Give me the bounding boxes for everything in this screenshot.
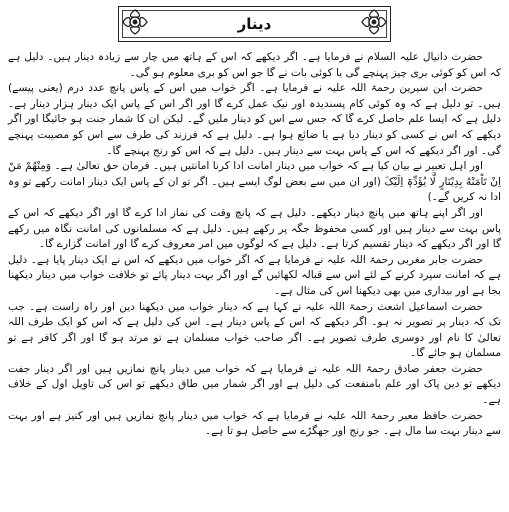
paragraph: حضرت ابن سیرین رحمۃ اللہ علیہ نے فرمایا ہے۔ اگر خواب میں اس کے پاس پانچ عدد درم (یعنی پیسے) ہیں۔ تو دلیل ہے کہ وہ کوئی کام پسندیدہ اور نیک عمل کرے گا اور اگر اس کے پاس ایک دینار ہزار دینار ہے۔ دلیل ہے کہ ایسا علم حاصل کرے گا کہ جس سے اس کو دینار ملیں گے۔ لیکن ان کا شمار جنت ہو جائیگا اور اگر دیکھے کہ اس نے کسی کو دینار دیا ہے یا ضائع ہوا ہے۔ دلیل ہے کہ فرزند کی طرف سے اس کو مصیبت پہنچے گی۔ اور اگر دیکھے کہ اس کے پاس بہت سے دینار ہیں۔ دلیل ہے کہ اس کو رنج پہنچے گا۔ xyxy=(8,82,501,157)
paragraph: حضرت حافظ معبر رحمۃ اللہ علیہ نے فرمایا ہے کہ خواب میں دینار پانچ نمازیں ہیں اور کنیز ہے اور بہت سے دینار بہت سا مال ہے۔ جو رنج اور جھگڑے سے حاصل ہو تا ہے۔ xyxy=(8,409,501,438)
title-frame xyxy=(118,6,391,42)
paragraph: حضرت دانیال علیہ السلام نے فرمایا ہے۔ اگر دیکھے کہ اس کے ہاتھ میں چار سے زیادہ دینار ہیں۔ دلیل ہے کہ اس کو کوئی بری چیز پہنچے گی یا کوئی بات نے گا جو اس کو بری معلوم ہو گی۔ xyxy=(8,51,501,79)
paragraph: اور اہل تعبیر نے بیان کیا ہے کہ خواب میں دینار امانت ادا کرنا امانتیں ہیں۔ فرمان حق تعالیٰ ہے۔ وَمِنْھُمْ مَنْ اِنْ تَاْمَنْهُ بِدِیْنَارٍ لَّا یُؤَدِّہٖٓ اِلَیْکَ (اور ان میں سے بعض لوگ ایسے ہیں۔ اگر تو ان کے پاس ایک دینار امانت رکھے تو وہ ادا نہ کریں گے۔) xyxy=(8,160,501,204)
paragraph: حضرت جعفر صادق رحمۃ اللہ علیہ نے فرمایا ہے کہ خواب میں دینار پانچ نمازیں ہیں اور اگر دینار جفت دیکھے تو دین پاک اور علم بامنفعت کی دلیل ہے اور اگر شمار میں طاق دیکھے تو اس کی تاویل اول کے خلاف ہے۔ xyxy=(8,362,501,407)
paragraph: اور اگر اپنے ہاتھ میں پانچ دینار دیکھے۔ دلیل ہے کہ پانچ وقت کی نماز ادا کرے گا اور اگر دیکھے کہ اس کے پاس بہت سے دینار ہیں اور کسی محفوظ جگہ پر رکھے ہیں۔ دلیل ہے کہ مسلمانوں کی امانت نگاہ میں رکھے گا اور اگر دیکھے کہ دینار تقسیم کرتا ہے۔ دلیل ہے کہ لوگوں میں امر معروف کرے گا اور امانت گزارے گا۔ xyxy=(8,206,501,251)
paragraph: حضرت جابر مغربی رحمۃ اللہ علیہ نے فرمایا ہے کہ اگر خواب میں دیکھے کہ اس نے ایک دینار پایا ہے۔ دلیل ہے کہ امانت سپرد کرنے کے لئے اس سے قبالہ لکھائیں گے اور اگر بہت دینار پائے تو خلافت خواب میں دینار دیکھنا بجا ہے اور بیداری میں بھی دیکھنا اس کی مثال ہے۔ xyxy=(8,253,501,297)
ornament-left-icon xyxy=(121,8,149,36)
article-body xyxy=(8,50,501,508)
paragraph: حضرت اسماعیل اشعث رحمۃ اللہ علیہ نے کہا ہے کہ دینار خواب میں دیکھنا دین اور راہ راست ہے۔ جب تک کہ دینار پر تصویر نہ ہو۔ اگر دیکھے کہ اس کے پاس دینار ہے۔ اس کی دلیل ہے کہ اس کو ایک طرف اللہ تعالیٰ کا نام اور دوسری طرف تصویر ہے۔ اگر صاحب خواب مسلمان ہے تو مرتد ہو گا اور اگر کافر ہے تو مسلمان ہو جائے گا۔ xyxy=(8,300,501,360)
ornament-right-icon xyxy=(360,8,388,36)
page-title: دینار xyxy=(237,15,272,33)
